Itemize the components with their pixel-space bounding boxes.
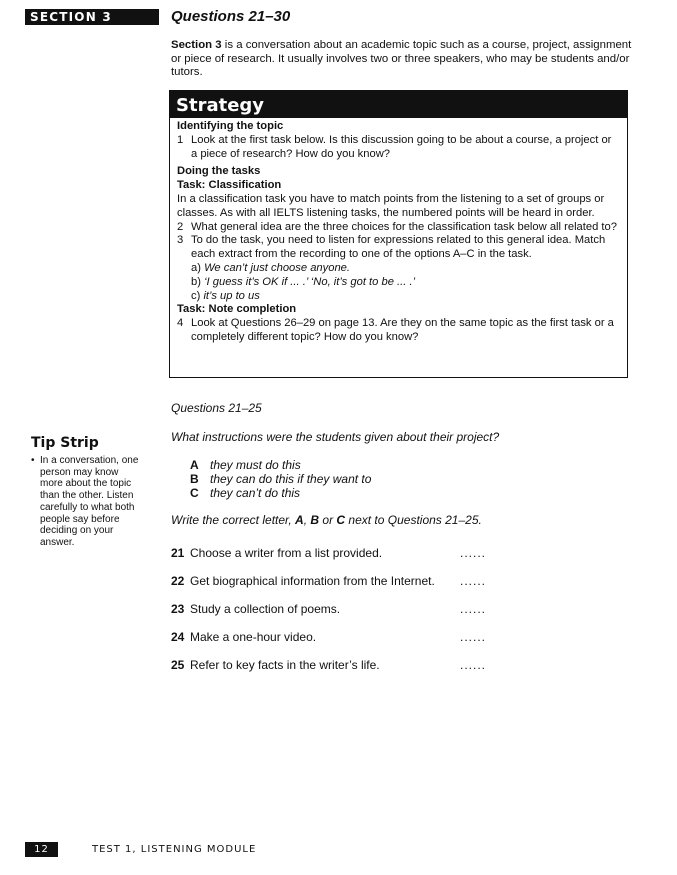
question-text: Get biographical information from the Internet. — [190, 574, 435, 588]
strategy-item-4 — [177, 317, 619, 345]
doing-heading: Doing the tasks — [177, 165, 261, 178]
strategy-heading: Strategy — [170, 91, 627, 118]
option-text: they can’t do this — [210, 486, 301, 500]
question-number: 22 — [171, 574, 185, 588]
answer-blank[interactable]: ...... — [460, 658, 487, 672]
section-label: SECTION 3 — [25, 9, 159, 25]
answer-blank[interactable]: ...... — [460, 630, 487, 644]
question-text: Make a one-hour video. — [190, 630, 317, 644]
question-row — [171, 574, 501, 602]
option-letter: B — [190, 472, 199, 486]
question-text: Refer to key facts in the writer’s life. — [190, 658, 380, 672]
footer-label: TEST 1, LISTENING MODULE — [92, 844, 257, 855]
write-letter: C — [336, 513, 346, 527]
tip-strip-body — [31, 455, 143, 549]
intro-text: is a conversation about an academic topic such as a course, project, assignment or piece of research. It usually involves two or three speakers, who may be students and/or tutors. — [171, 39, 632, 78]
extract-b — [177, 276, 619, 290]
extract-text: ‘I guess it’s OK if ... .’ ‘No, it’s got to be ... .’ — [204, 275, 416, 288]
item-number: 4 — [177, 317, 184, 330]
question-row — [171, 602, 501, 630]
write-text: Write the correct letter, — [171, 513, 296, 527]
item-number: 1 — [177, 133, 184, 146]
write-text: , — [303, 513, 311, 527]
write-letter: A — [295, 513, 304, 527]
write-text: next to Questions 21–25. — [345, 513, 482, 527]
task-classification-heading: Task: Classification — [177, 179, 282, 192]
answer-blank[interactable]: ...... — [460, 574, 487, 588]
intro-bold-lead: Section 3 — [171, 39, 222, 51]
page-number: 12 — [25, 842, 58, 857]
item-text: To do the task, you need to listen for expressions related to this general idea. Match each extract from the recording to one of the options A–C in the task. — [191, 234, 606, 261]
question-row — [171, 630, 501, 658]
classification-text: In a classification task you have to match points from the listening to a set of groups or classes. As with all IELTS listening tasks, the numbered points will be heard in order. — [177, 192, 605, 219]
questions-instruction: What instructions were the students given about their project? — [171, 430, 500, 444]
question-row — [171, 658, 501, 686]
extract-text: it’s up to us — [203, 289, 260, 302]
answer-blank[interactable]: ...... — [460, 546, 487, 560]
write-instruction — [171, 513, 482, 527]
item-number: 2 — [177, 220, 184, 233]
question-number: 23 — [171, 602, 185, 616]
item-text: Look at Questions 26–29 on page 13. Are they on the same topic as the first task or a completely different topic? How do you know? — [191, 317, 614, 343]
item-text: What general idea are the three choices for the classification task below all related to? — [191, 220, 617, 233]
option-text: they must do this — [210, 458, 301, 472]
option-letter: A — [190, 458, 199, 472]
option-c — [190, 486, 371, 500]
question-row — [171, 546, 501, 574]
strategy-item-3 — [177, 234, 619, 262]
strategy-body — [177, 120, 619, 345]
question-text: Study a collection of poems. — [190, 602, 341, 616]
bullet-icon: • — [31, 455, 35, 466]
answer-blank[interactable]: ...... — [460, 602, 487, 616]
item-number: 3 — [177, 234, 184, 247]
write-text: or — [319, 513, 337, 527]
identifying-heading: Identifying the topic — [177, 120, 284, 132]
option-b — [190, 472, 371, 486]
section-intro — [171, 39, 641, 80]
extract-label: b) — [191, 275, 205, 288]
tip-strip-heading: Tip Strip — [31, 435, 99, 451]
strategy-box — [169, 90, 628, 378]
strategy-item-1 — [177, 134, 619, 162]
question-number: 25 — [171, 658, 185, 672]
options-list — [190, 458, 371, 500]
extract-label: c) — [191, 289, 204, 302]
questions-group-title: Questions 21–25 — [171, 401, 262, 415]
extract-label: a) — [191, 261, 205, 274]
extract-text: We can’t just choose anyone. — [204, 261, 351, 274]
extract-a — [177, 262, 619, 276]
question-list — [171, 546, 501, 686]
option-text: they can do this if they want to — [210, 472, 372, 486]
write-letter: B — [310, 513, 320, 527]
option-letter: C — [190, 486, 199, 500]
extract-c — [177, 290, 619, 304]
option-a — [190, 458, 371, 472]
question-number: 24 — [171, 630, 185, 644]
strategy-item-2 — [177, 221, 619, 235]
tip-strip-text: In a conversation, one person may know more about the topic than the other. Listen carefully to what both people say before deciding on your answer. — [40, 455, 139, 548]
question-text: Choose a writer from a list provided. — [190, 546, 383, 560]
item-text: Look at the first task below. Is this discussion going to be about a course, a project or a piece of research? How do you know? — [191, 133, 612, 160]
question-number: 21 — [171, 546, 185, 560]
page-title: Questions 21–30 — [171, 8, 291, 25]
task-note-heading: Task: Note completion — [177, 303, 297, 316]
